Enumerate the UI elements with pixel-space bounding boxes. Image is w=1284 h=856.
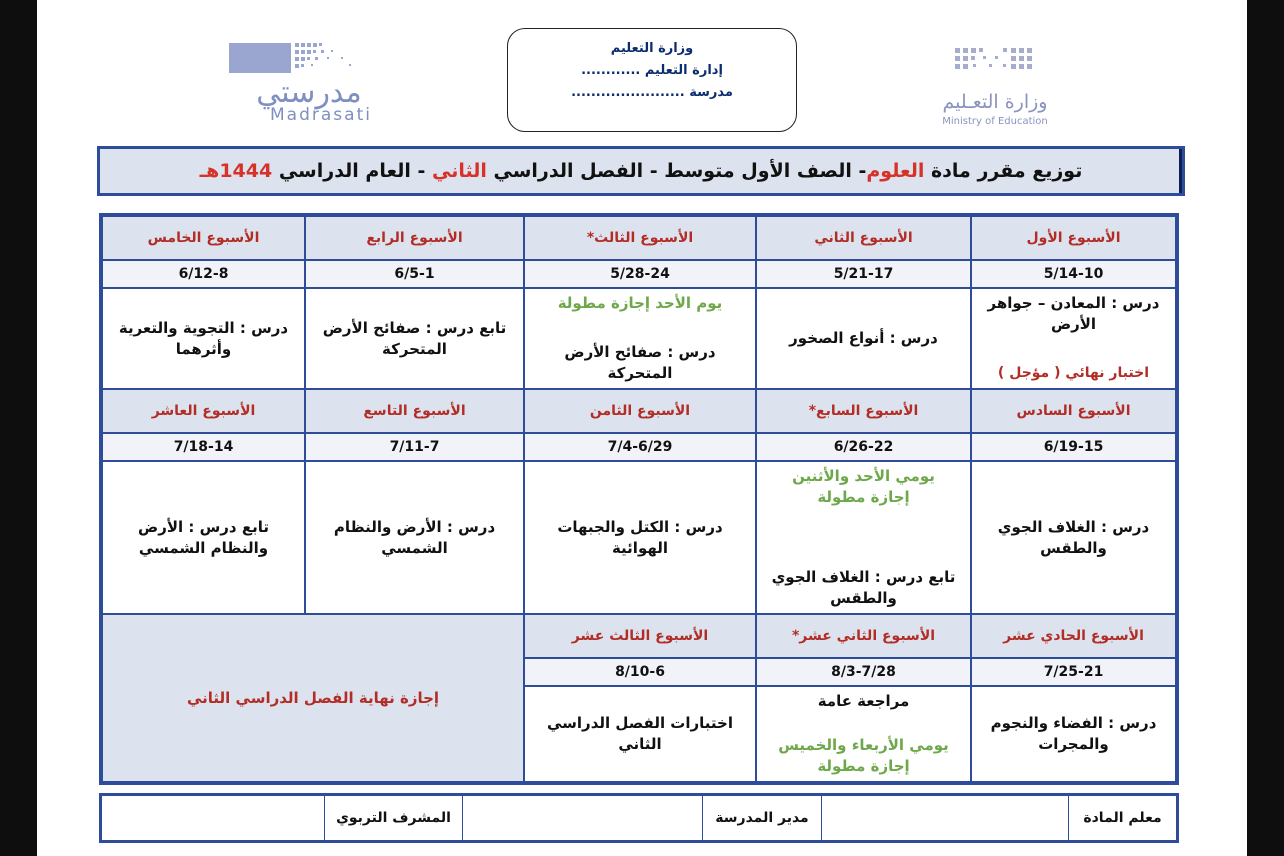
lesson-text: تابع درس : صفائح الأرض المتحركة [322, 318, 507, 358]
school-line: مدرسة ....................... [571, 85, 733, 100]
lesson-text: تابع درس : الأرض والنظام الشمسي [138, 517, 269, 557]
lesson-text: درس : أنواع الصخور [789, 329, 938, 347]
svg-text:Ministry of Education: Ministry of Education [942, 116, 1048, 127]
week-dates: 6/12-8 [102, 260, 305, 288]
title-year: 1444هـ [199, 160, 273, 182]
week-header: الأسبوع الرابع [305, 216, 524, 260]
week-header: الأسبوع الخامس [102, 216, 305, 260]
lesson-text: درس : الفضاء والنجوم والمجرات [990, 714, 1157, 753]
svg-text:Madrasati: Madrasati [270, 105, 372, 125]
lesson-text: مراجعة عامة [817, 692, 910, 710]
lesson-text: تابع درس : الغلاف الجوي والطقس [771, 568, 956, 607]
week-lesson [524, 288, 756, 389]
week-dates: 7/4-6/29 [524, 433, 756, 461]
exam-note: اختبار نهائي ( مؤجل ) [997, 365, 1150, 381]
lesson-text: درس : التجوية والتعرية وأثرهما [118, 318, 289, 358]
week-lesson [102, 288, 305, 389]
week-lesson [756, 461, 971, 614]
week-dates: 7/18-14 [102, 433, 305, 461]
week-header: الأسبوع الثاني عشر* [756, 614, 971, 658]
week-header: الأسبوع التاسع [305, 389, 524, 433]
supervisor-signature-field[interactable] [102, 796, 324, 840]
title-part: - الصف الأول متوسط - الفصل الدراسي [486, 160, 867, 182]
holiday-note: يومي الأحد والأثنين إجازة مطولة [792, 467, 935, 506]
week-dates: 8/10-6 [524, 658, 756, 686]
ministry-of-education-logo [895, 42, 1075, 130]
title-part: - العام الدراسي [272, 160, 432, 182]
week-dates: 5/21-17 [756, 260, 971, 288]
ministry-line: وزارة التعليم [610, 41, 694, 56]
lesson-text: درس : الأرض والنظام الشمسي [333, 517, 496, 557]
lesson-text: درس : الغلاف الجوي والطقس [997, 517, 1150, 557]
document-page [37, 0, 1247, 856]
week-dates: 8/3-7/28 [756, 658, 971, 686]
week-lesson [971, 686, 1176, 782]
week-lesson [971, 288, 1176, 389]
week-header: الأسبوع الثامن [524, 389, 756, 433]
week-dates: 6/5-1 [305, 260, 524, 288]
week-lesson [524, 461, 756, 614]
schedule-table [99, 213, 1179, 785]
week-dates: 6/26-22 [756, 433, 971, 461]
week-lesson [305, 288, 524, 389]
lesson-text: درس : صفائح الأرض المتحركة [564, 343, 716, 382]
week-header: الأسبوع الثالث* [524, 216, 756, 260]
week-header: الأسبوع السابع* [756, 389, 971, 433]
week-lesson [102, 461, 305, 614]
week-lesson [524, 686, 756, 782]
principal-signature-field[interactable] [462, 796, 702, 840]
madrasati-logo [229, 40, 399, 125]
week-dates: 7/11-7 [305, 433, 524, 461]
week-dates: 5/28-24 [524, 260, 756, 288]
week-lesson [756, 686, 971, 782]
week-header: الأسبوع الحادي عشر [971, 614, 1176, 658]
title-subject: العلوم [866, 160, 925, 182]
week-header: الأسبوع الثالث عشر [524, 614, 756, 658]
school-info-box [507, 28, 797, 132]
teacher-signature-field[interactable] [821, 796, 1068, 840]
week-lesson [305, 461, 524, 614]
lesson-text: درس : الكتل والجبهات الهوائية [557, 517, 723, 557]
signature-bar [99, 793, 1179, 843]
svg-text:وزارة التعـليم: وزارة التعـليم [942, 91, 1048, 113]
week-header: الأسبوع الثاني [756, 216, 971, 260]
document-title [97, 146, 1185, 196]
week-dates: 7/25-21 [971, 658, 1176, 686]
week-dates: 5/14-10 [971, 260, 1176, 288]
lesson-text: درس : المعادن – جواهر الأرض [987, 294, 1160, 333]
title-term: الثاني [431, 160, 487, 182]
week-dates: 6/19-15 [971, 433, 1176, 461]
week-lesson [971, 461, 1176, 614]
svg-text:مدرستي: مدرستي [256, 75, 362, 110]
principal-label: مدير المدرسة [702, 796, 821, 840]
lesson-text: اختبارات الفصل الدراسي الثاني [546, 714, 733, 753]
supervisor-label: المشرف التربوي [324, 796, 462, 840]
week-header: الأسبوع العاشر [102, 389, 305, 433]
holiday-note: يوم الأحد إجازة مطولة [557, 294, 723, 312]
directorate-line: إدارة التعليم ............ [581, 63, 723, 78]
title-part: توزيع مقرر مادة [924, 160, 1083, 182]
week-lesson [756, 288, 971, 389]
week-header: الأسبوع الأول [971, 216, 1176, 260]
holiday-note: يومي الأربعاء والخميس إجازة مطولة [778, 736, 949, 775]
teacher-label: معلم المادة [1068, 796, 1176, 840]
week-header: الأسبوع السادس [971, 389, 1176, 433]
end-of-term-holiday: إجازة نهاية الفصل الدراسي الثاني [102, 614, 524, 782]
